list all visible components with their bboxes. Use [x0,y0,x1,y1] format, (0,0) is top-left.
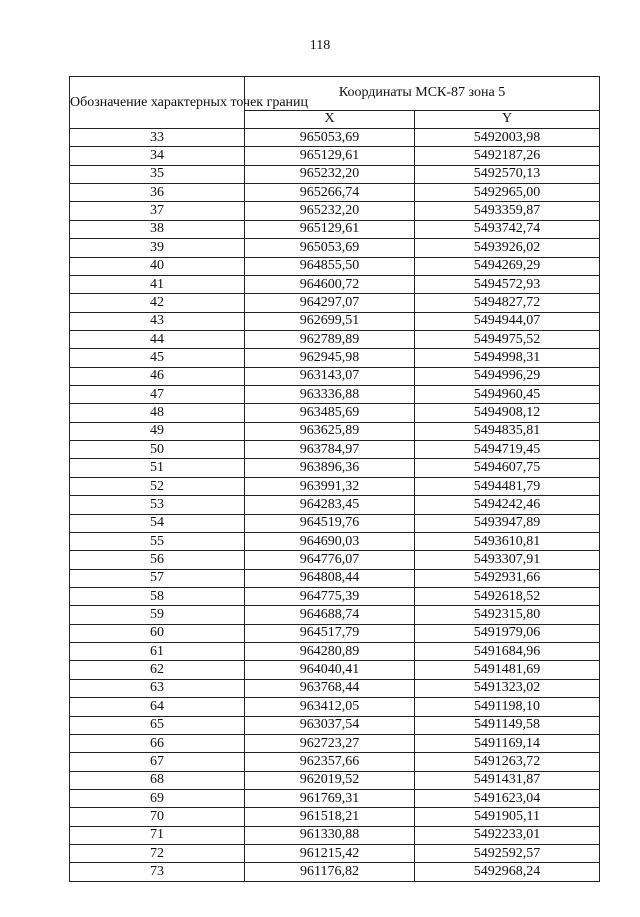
table-row [70,606,600,624]
table-row [70,569,600,587]
table-row [70,551,600,569]
cell-point: 33 [70,129,245,147]
cell-y: 5494996,29 [415,367,600,385]
cell-y: 5494242,46 [415,496,600,514]
cell-x: 964600,72 [245,275,415,293]
cell-x: 964283,45 [245,496,415,514]
cell-point: 62 [70,661,245,679]
cell-point: 44 [70,330,245,348]
header-x: X [245,110,415,128]
cell-y: 5494719,45 [415,441,600,459]
cell-x: 963896,36 [245,459,415,477]
cell-point: 57 [70,569,245,587]
table-row [70,220,600,238]
cell-point: 51 [70,459,245,477]
cell-y: 5493610,81 [415,532,600,550]
cell-x: 961330,88 [245,826,415,844]
cell-point: 34 [70,147,245,165]
cell-x: 964519,76 [245,514,415,532]
cell-y: 5491431,87 [415,771,600,789]
cell-y: 5492187,26 [415,147,600,165]
table-row [70,312,600,330]
cell-y: 5493947,89 [415,514,600,532]
table-row [70,165,600,183]
cell-x: 962019,52 [245,771,415,789]
cell-y: 5494908,12 [415,404,600,422]
table-row [70,679,600,697]
cell-y: 5494572,93 [415,275,600,293]
cell-y: 5494827,72 [415,294,600,312]
cell-y: 5491198,10 [415,698,600,716]
cell-x: 963991,32 [245,477,415,495]
cell-y: 5492570,13 [415,165,600,183]
table-row [70,863,600,881]
table-body [70,129,600,882]
cell-x: 963037,54 [245,716,415,734]
table-row [70,826,600,844]
cell-y: 5492315,80 [415,606,600,624]
cell-x: 962357,66 [245,753,415,771]
table-row [70,441,600,459]
table-row [70,367,600,385]
cell-x: 963768,44 [245,679,415,697]
cell-x: 965232,20 [245,165,415,183]
cell-point: 71 [70,826,245,844]
cell-x: 965232,20 [245,202,415,220]
cell-point: 35 [70,165,245,183]
cell-point: 58 [70,587,245,605]
cell-y: 5491323,02 [415,679,600,697]
cell-point: 46 [70,367,245,385]
table-row [70,330,600,348]
table-row [70,698,600,716]
cell-x: 963485,69 [245,404,415,422]
cell-x: 963784,97 [245,441,415,459]
cell-point: 73 [70,863,245,881]
cell-point: 65 [70,716,245,734]
cell-point: 45 [70,349,245,367]
table-row [70,386,600,404]
table-row [70,404,600,422]
cell-x: 962699,51 [245,312,415,330]
cell-y: 5491149,58 [415,716,600,734]
cell-x: 964808,44 [245,569,415,587]
header-coordinates: Координаты МСК-87 зона 5 [245,77,600,111]
cell-point: 53 [70,496,245,514]
table-row [70,496,600,514]
cell-point: 38 [70,220,245,238]
cell-y: 5494975,52 [415,330,600,348]
cell-point: 52 [70,477,245,495]
cell-y: 5494998,31 [415,349,600,367]
cell-point: 41 [70,275,245,293]
cell-point: 39 [70,239,245,257]
table-row [70,624,600,642]
cell-point: 49 [70,422,245,440]
cell-x: 965129,61 [245,147,415,165]
cell-x: 964855,50 [245,257,415,275]
table-row [70,532,600,550]
cell-x: 961215,42 [245,845,415,863]
cell-x: 961518,21 [245,808,415,826]
table-row [70,257,600,275]
cell-x: 963625,89 [245,422,415,440]
table-row [70,349,600,367]
cell-point: 56 [70,551,245,569]
coordinates-table [69,76,600,882]
cell-x: 962945,98 [245,349,415,367]
cell-x: 964690,03 [245,532,415,550]
cell-point: 50 [70,441,245,459]
cell-point: 42 [70,294,245,312]
cell-y: 5494960,45 [415,386,600,404]
table-row [70,734,600,752]
cell-x: 965266,74 [245,184,415,202]
cell-x: 961769,31 [245,789,415,807]
cell-point: 66 [70,734,245,752]
page-number: 118 [309,38,331,53]
table-row [70,808,600,826]
table-header [70,77,600,129]
cell-point: 43 [70,312,245,330]
table-row [70,789,600,807]
table-row [70,661,600,679]
cell-y: 5491623,04 [415,789,600,807]
table-row [70,587,600,605]
cell-y: 5494481,79 [415,477,600,495]
header-point-designation: Обозначение характерных точек границ [70,77,245,129]
cell-point: 67 [70,753,245,771]
cell-y: 5492618,52 [415,587,600,605]
cell-y: 5491905,11 [415,808,600,826]
cell-y: 5492233,01 [415,826,600,844]
cell-point: 63 [70,679,245,697]
cell-point: 54 [70,514,245,532]
cell-y: 5493742,74 [415,220,600,238]
table-row [70,184,600,202]
cell-point: 40 [70,257,245,275]
table-row [70,771,600,789]
cell-x: 964280,89 [245,643,415,661]
cell-y: 5494944,07 [415,312,600,330]
cell-y: 5491684,96 [415,643,600,661]
cell-x: 963412,05 [245,698,415,716]
cell-point: 60 [70,624,245,642]
header-y: Y [415,110,600,128]
table-row [70,643,600,661]
cell-x: 965129,61 [245,220,415,238]
cell-point: 48 [70,404,245,422]
cell-y: 5491169,14 [415,734,600,752]
cell-x: 964775,39 [245,587,415,605]
table-row [70,294,600,312]
cell-x: 965053,69 [245,129,415,147]
cell-point: 47 [70,386,245,404]
cell-x: 964040,41 [245,661,415,679]
cell-x: 961176,82 [245,863,415,881]
cell-x: 964688,74 [245,606,415,624]
table-row [70,202,600,220]
table-row [70,477,600,495]
cell-point: 37 [70,202,245,220]
cell-y: 5492968,24 [415,863,600,881]
cell-x: 964776,07 [245,551,415,569]
table-row [70,716,600,734]
cell-x: 963336,88 [245,386,415,404]
cell-point: 70 [70,808,245,826]
cell-x: 965053,69 [245,239,415,257]
cell-point: 36 [70,184,245,202]
cell-y: 5493307,91 [415,551,600,569]
cell-y: 5492931,66 [415,569,600,587]
cell-y: 5494835,81 [415,422,600,440]
table-row [70,129,600,147]
cell-y: 5493359,87 [415,202,600,220]
table-row [70,845,600,863]
table-row [70,275,600,293]
cell-point: 59 [70,606,245,624]
cell-point: 61 [70,643,245,661]
cell-y: 5491263,72 [415,753,600,771]
cell-point: 69 [70,789,245,807]
cell-y: 5492965,00 [415,184,600,202]
cell-x: 963143,07 [245,367,415,385]
cell-x: 964517,79 [245,624,415,642]
table-row [70,459,600,477]
cell-y: 5492003,98 [415,129,600,147]
cell-y: 5492592,57 [415,845,600,863]
cell-y: 5493926,02 [415,239,600,257]
cell-x: 962723,27 [245,734,415,752]
cell-point: 68 [70,771,245,789]
table-row [70,147,600,165]
cell-point: 72 [70,845,245,863]
table-row [70,753,600,771]
table-row [70,239,600,257]
cell-x: 962789,89 [245,330,415,348]
table-row [70,422,600,440]
cell-y: 5494607,75 [415,459,600,477]
cell-point: 55 [70,532,245,550]
cell-y: 5494269,29 [415,257,600,275]
cell-x: 964297,07 [245,294,415,312]
table-row [70,514,600,532]
cell-y: 5491979,06 [415,624,600,642]
cell-point: 64 [70,698,245,716]
cell-y: 5491481,69 [415,661,600,679]
